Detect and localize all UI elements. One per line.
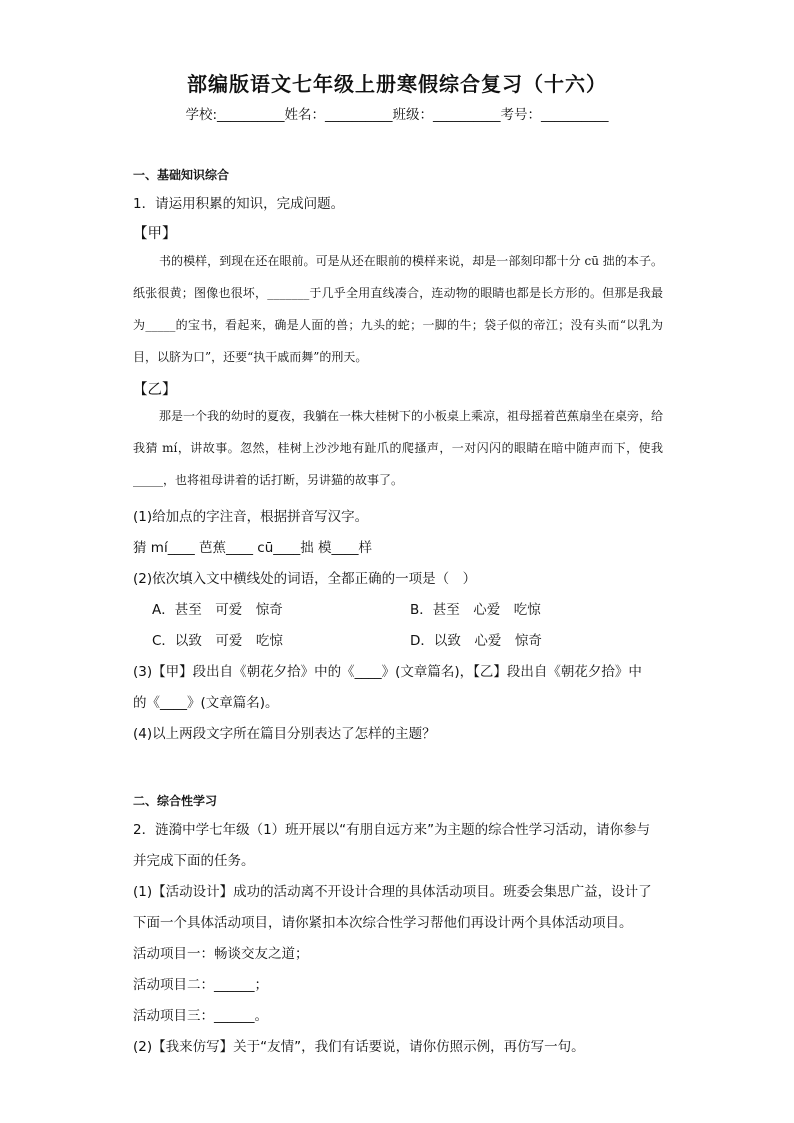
activity-design-line2: 下面一个具体活动项目，请你紧扣本次综合性学习帮他们再设计两个具体活动项目。 bbox=[133, 915, 633, 931]
activity-item-3: 活动项目三：______。 bbox=[133, 1008, 268, 1024]
imitation-writing-prompt: (2)【我来仿写】关于“友情”，我们有话要说，请你仿照示例，再仿写一句。 bbox=[133, 1039, 585, 1055]
section-heading-basic: 一、基础知识综合 bbox=[133, 168, 230, 182]
question-2-line2: 并完成下面的任务。 bbox=[133, 853, 255, 869]
option-b: B．甚至 心爱 吃惊 bbox=[410, 602, 541, 618]
option-d: D．以致 心爱 惊奇 bbox=[410, 633, 542, 649]
section-heading-comprehensive: 二、综合性学习 bbox=[133, 794, 218, 808]
question-1-stem: 1．请运用积累的知识，完成问题。 bbox=[133, 196, 345, 212]
passage-yi: 那是一个我的幼时的夏夜，我躺在一株大桂树下的小板桌上乘凉，祖母摇着芭蕉扇坐在桌旁，给我猜 mí，讲故事。忽然，桂树上沙沙地有趾爪的爬搔声，一对闪闪的眼睛在暗中随声而下，使我 _____，也将祖母讲着的话打断，另讲猫的故事了。 bbox=[133, 409, 664, 487]
passage-jia: 书的模样，到现在还在眼前。可是从还在眼前的模样来说，却是一部刻印都十分 cū 拙的本子。纸张很黄；图像也很坏，_______于几乎全用直线凑合，连动物的眼睛也都是长方形的。但那是我最为_____的宝书，看起来，确是人面的兽；九头的蛇；一脚的牛；袋子似的帝江；没有头而“以乳为目，以脐为口”，还要“执干戚而舞”的刑天。 bbox=[133, 254, 663, 364]
passage-label-jia: 【甲】 bbox=[133, 226, 177, 242]
question-2-line1: 2．涟漪中学七年级（1）班开展以“有朋自远方来”为主题的综合性学习活动，请你参与 bbox=[133, 822, 651, 838]
sub-question-3-line2: 的《____》(文章篇名)。 bbox=[133, 695, 279, 711]
pinyin-fill-line: 猜 mí____ 芭蕉____ cū____拙 模____样 bbox=[133, 540, 373, 556]
sub-question-4: (4)以上两段文字所在篇目分别表达了怎样的主题？ bbox=[133, 726, 436, 742]
option-a: A．甚至 可爱 惊奇 bbox=[152, 602, 283, 618]
sub-question-3-line1: (3)【甲】段出自《朝花夕拾》中的《____》(文章篇名)，【乙】段出自《朝花夕拾》中 bbox=[133, 664, 642, 680]
activity-item-2: 活动项目二：______； bbox=[133, 977, 268, 993]
activity-design-line1: (1)【活动设计】成功的活动离不开设计合理的具体活动项目。班委会集思广益，设计了 bbox=[133, 884, 652, 900]
activity-item-1: 活动项目一：畅谈交友之道； bbox=[133, 946, 309, 962]
sub-question-1: (1)给加点的字注音，根据拼音写汉字。 bbox=[133, 509, 369, 525]
student-info-line: 学校:__________姓名：__________班级：__________考号：__________ bbox=[185, 107, 609, 123]
sub-question-2: (2)依次填入文中横线处的词语，全都正确的一项是（ ） bbox=[133, 571, 477, 587]
passage-label-yi: 【乙】 bbox=[133, 382, 177, 398]
page-title: 部编版语文七年级上册寒假综合复习（十六） bbox=[187, 72, 607, 96]
option-c: C．以致 可爱 吃惊 bbox=[152, 633, 283, 649]
